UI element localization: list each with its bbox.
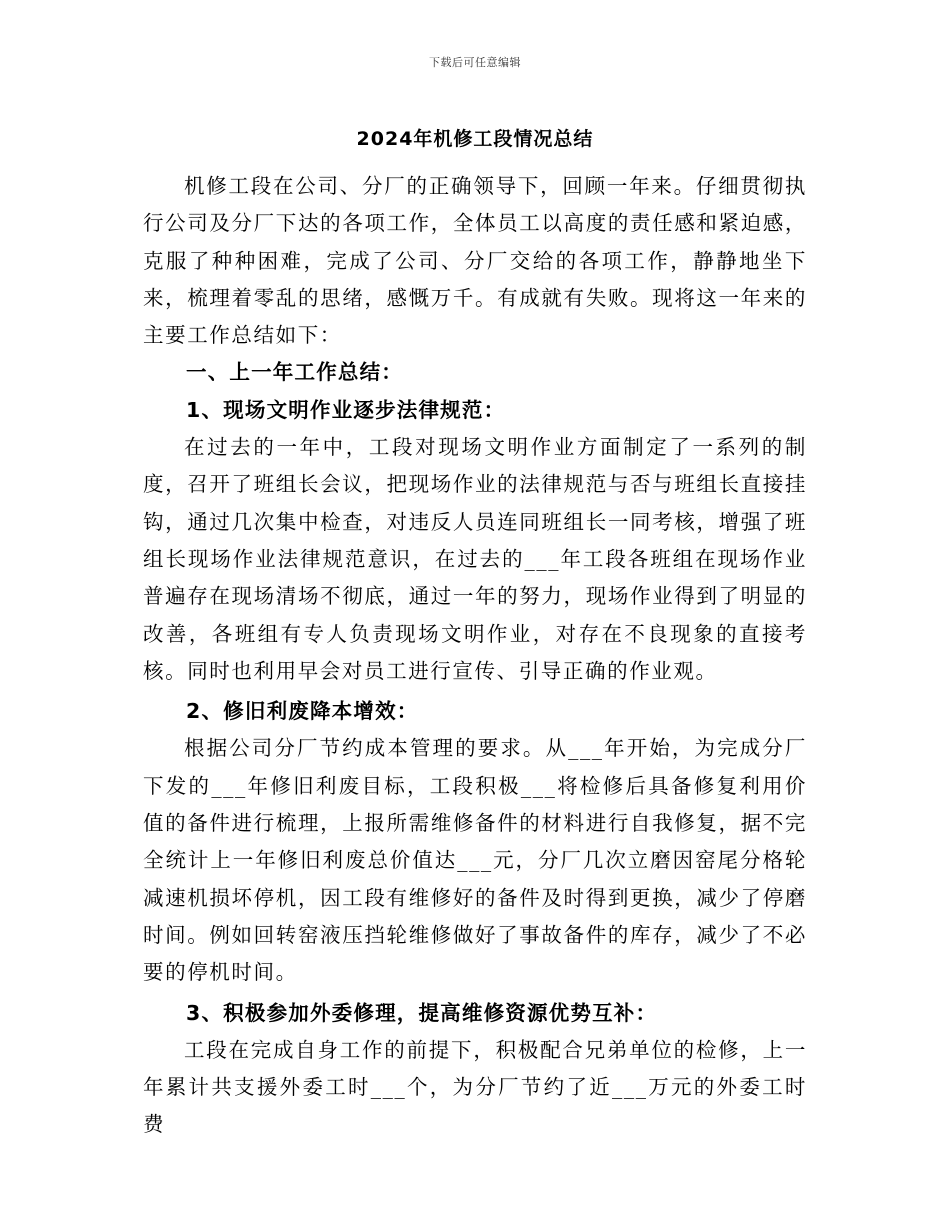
item-heading-cost-saving: 2、修旧利废降本增效：	[186, 699, 419, 724]
page-header-note: 下载后可任意编辑	[429, 56, 521, 69]
item-paragraph-cost-saving: 根据公司分厂节约成本管理的要求。从___年开始，为完成分厂下发的___年修旧利废目标，工段积极___将检修后具备修复利用价值的备件进行梳理，上报所需维修备件的材料进行自我修复，据不完全统计上一年修旧利废总价值达___元，分厂几次立磨因窑尾分格轮减速机损坏停机，因工段有维修好的备件及时得到更换，减少了停磨时间。例如回转窑液压挡轮维修做好了事故备件的库存，减少了不必要的停机时间。	[143, 736, 807, 985]
item-heading-external-repair: 3、积极参加外委修理，提高维修资源优势互补：	[186, 1000, 658, 1025]
document-body	[143, 168, 807, 1144]
intro-paragraph: 机修工段在公司、分厂的正确领导下，回顾一年来。仔细贯彻执行公司及分厂下达的各项工作，全体员工以高度的责任感和紧迫感，克服了种种困难，完成了公司、分厂交给的各项工作，静静地坐下来，梳理着零乱的思绪，感慨万千。有成就有失败。现将这一年来的主要工作总结如下：	[143, 174, 807, 348]
document-title: 2024年机修工段情况总结	[356, 128, 594, 150]
item-paragraph-site-work: 在过去的一年中，工段对现场文明作业方面制定了一系列的制度，召开了班组长会议，把现场作业的法律规范与否与班组长直接挂钩，通过几次集中检查，对违反人员连同班组长一同考核，增强了班组长现场作业法律规范意识，在过去的___年工段各班组在现场作业普遍存在现场清场不彻底，通过一年的努力，现场作业得到了明显的改善，各班组有专人负责现场文明作业，对存在不良现象的直接考核。同时也利用早会对员工进行宣传、引导正确的作业观。	[143, 435, 807, 683]
item-heading-site-work: 1、现场文明作业逐步法律规范：	[186, 397, 506, 422]
item-paragraph-external-repair: 工段在完成自身工作的前提下，积极配合兄弟单位的检修，上一年累计共支援外委工时___个，为分厂节约了近___万元的外委工时费	[143, 1037, 807, 1137]
section-heading-summary: 一、上一年工作总结：	[186, 360, 403, 385]
